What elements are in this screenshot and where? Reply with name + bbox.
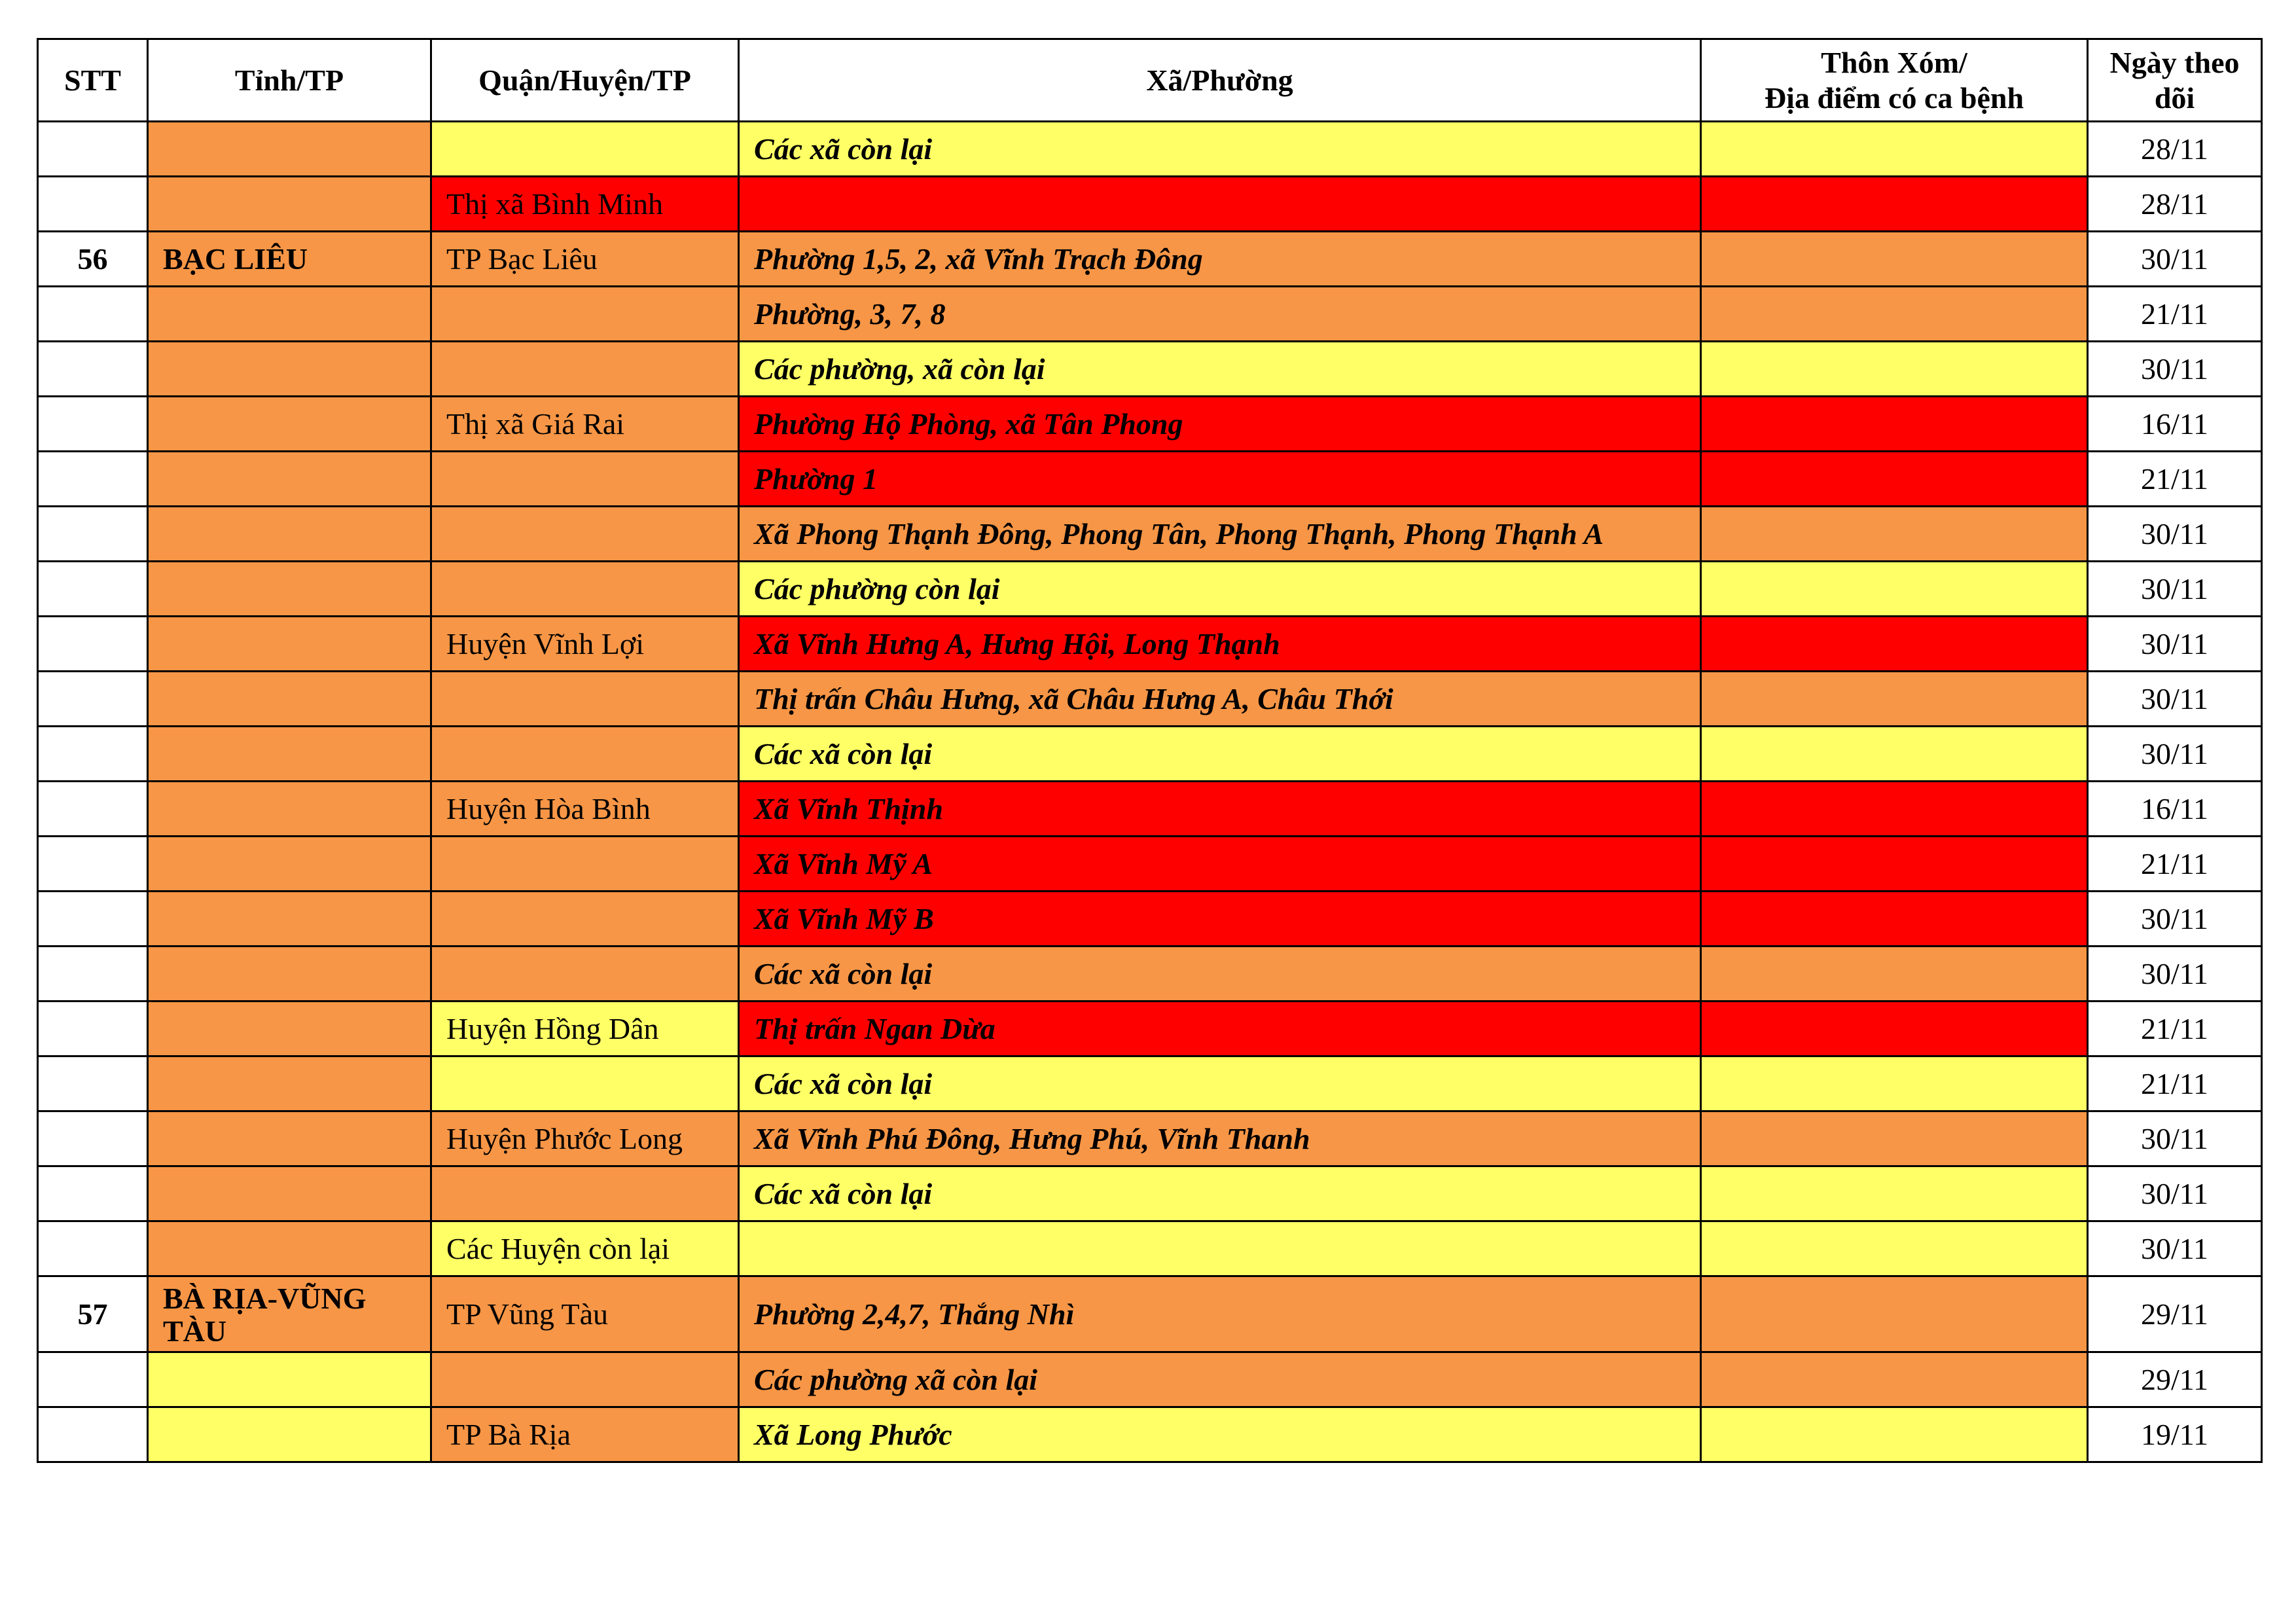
cell-village [1701,122,2088,177]
cell-province [148,672,431,727]
header-row [38,39,2262,122]
table-row [38,1276,2262,1352]
table-body [38,122,2262,1462]
cell-stt [38,1166,148,1221]
header-province: Tỉnh/TP [148,39,431,122]
cell-village [1701,177,2088,232]
cell-village [1701,617,2088,672]
cell-province [148,1166,431,1221]
cell-ward: Các xã còn lại [739,1166,1701,1221]
cell-village [1701,287,2088,342]
cell-ward: Các phường còn lại [739,562,1701,617]
cell-district [431,1056,739,1111]
cell-stt: 56 [38,232,148,287]
cell-province [148,617,431,672]
cell-district: Huyện Hòa Bình [431,782,739,837]
cell-date: 29/11 [2088,1276,2262,1352]
cell-ward: Xã Vĩnh Mỹ B [739,892,1701,947]
cell-province: BÀ RỊA-VŨNG TÀU [148,1276,431,1352]
table-row [38,1221,2262,1276]
cell-district [431,287,739,342]
cell-date: 21/11 [2088,287,2262,342]
cell-date: 30/11 [2088,892,2262,947]
cell-stt [38,287,148,342]
cell-ward: Các xã còn lại [739,122,1701,177]
cell-district [431,342,739,397]
cell-province: BẠC LIÊU [148,232,431,287]
cell-village [1701,947,2088,1001]
cell-province [148,1001,431,1056]
header-date [2088,39,2262,122]
table-row [38,837,2262,892]
cell-province [148,1352,431,1407]
table-row [38,177,2262,232]
cell-province [148,782,431,837]
cell-district [431,892,739,947]
cell-ward [739,177,1701,232]
cell-ward: Phường 2,4,7, Thắng Nhì [739,1276,1701,1352]
cell-province [148,122,431,177]
cell-district [431,122,739,177]
table-row [38,1407,2262,1462]
cell-district [431,452,739,507]
cell-date: 28/11 [2088,122,2262,177]
cell-stt [38,342,148,397]
header-stt: STT [38,39,148,122]
cell-date: 30/11 [2088,1221,2262,1276]
cell-province [148,507,431,562]
cell-stt [38,892,148,947]
cell-ward: Xã Long Phước [739,1407,1701,1462]
table-row [38,342,2262,397]
table-row [38,562,2262,617]
cell-village [1701,232,2088,287]
cell-date: 30/11 [2088,507,2262,562]
cell-stt [38,397,148,452]
table-row [38,1111,2262,1166]
cell-date: 30/11 [2088,727,2262,782]
cell-stt [38,122,148,177]
cell-village [1701,507,2088,562]
cell-stt [38,782,148,837]
cell-stt [38,452,148,507]
cell-ward: Xã Vĩnh Phú Đông, Hưng Phú, Vĩnh Thanh [739,1111,1701,1166]
cell-province [148,452,431,507]
cell-stt [38,1221,148,1276]
cell-district [431,727,739,782]
cell-village [1701,1111,2088,1166]
table-row [38,892,2262,947]
cell-district: Các Huyện còn lại [431,1221,739,1276]
cell-district: Huyện Phước Long [431,1111,739,1166]
cell-ward: Xã Vĩnh Hưng A, Hưng Hội, Long Thạnh [739,617,1701,672]
cell-district [431,837,739,892]
cell-district [431,507,739,562]
covid-zone-table [37,38,2263,1463]
cell-district [431,562,739,617]
cell-stt [38,727,148,782]
header-district: Quận/Huyện/TP [431,39,739,122]
cell-stt [38,617,148,672]
cell-ward: Các phường xã còn lại [739,1352,1701,1407]
cell-date: 30/11 [2088,1166,2262,1221]
cell-district: TP Vũng Tàu [431,1276,739,1352]
cell-stt [38,1407,148,1462]
table-row [38,507,2262,562]
cell-ward: Phường 1,5, 2, xã Vĩnh Trạch Đông [739,232,1701,287]
cell-district [431,1352,739,1407]
cell-district: Thị xã Giá Rai [431,397,739,452]
table-row [38,947,2262,1001]
cell-date: 21/11 [2088,1001,2262,1056]
cell-district: Huyện Hồng Dân [431,1001,739,1056]
cell-stt [38,1056,148,1111]
cell-village [1701,562,2088,617]
cell-stt [38,507,148,562]
cell-province [148,177,431,232]
cell-date: 16/11 [2088,782,2262,837]
cell-province [148,342,431,397]
cell-village [1701,1001,2088,1056]
cell-ward: Phường Hộ Phòng, xã Tân Phong [739,397,1701,452]
cell-date: 30/11 [2088,342,2262,397]
table-row [38,1352,2262,1407]
header-date-line1: Ngày theo [2109,45,2240,79]
table-row [38,617,2262,672]
cell-village [1701,1221,2088,1276]
table-row [38,1001,2262,1056]
cell-district: Huyện Vĩnh Lợi [431,617,739,672]
table-row [38,232,2262,287]
cell-village [1701,1352,2088,1407]
cell-province [148,397,431,452]
header-date-line2: dõi [2154,81,2195,115]
cell-province [148,727,431,782]
cell-ward [739,1221,1701,1276]
cell-ward: Các xã còn lại [739,727,1701,782]
header-village-line1: Thôn Xóm/ [1821,45,1967,79]
cell-province [148,1407,431,1462]
cell-province [148,837,431,892]
cell-province [148,287,431,342]
table-row [38,782,2262,837]
cell-district [431,1166,739,1221]
cell-ward: Các xã còn lại [739,1056,1701,1111]
cell-ward: Thị trấn Châu Hưng, xã Châu Hưng A, Châu Thới [739,672,1701,727]
cell-ward: Xã Phong Thạnh Đông, Phong Tân, Phong Thạnh, Phong Thạnh A [739,507,1701,562]
cell-stt: 57 [38,1276,148,1352]
table-row [38,122,2262,177]
cell-date: 19/11 [2088,1407,2262,1462]
header-village-line2: Địa điểm có ca bệnh [1764,81,2024,115]
cell-district: TP Bạc Liêu [431,232,739,287]
cell-stt [38,947,148,1001]
cell-ward: Phường, 3, 7, 8 [739,287,1701,342]
cell-ward: Xã Vĩnh Thịnh [739,782,1701,837]
table-row [38,452,2262,507]
cell-stt [38,1352,148,1407]
cell-stt [38,672,148,727]
cell-village [1701,672,2088,727]
cell-ward: Các xã còn lại [739,947,1701,1001]
cell-date: 30/11 [2088,232,2262,287]
cell-village [1701,727,2088,782]
cell-district [431,672,739,727]
cell-date: 30/11 [2088,1111,2262,1166]
cell-date: 30/11 [2088,617,2262,672]
cell-stt [38,562,148,617]
table-row [38,1166,2262,1221]
cell-date: 30/11 [2088,947,2262,1001]
cell-date: 29/11 [2088,1352,2262,1407]
cell-ward: Thị trấn Ngan Dừa [739,1001,1701,1056]
cell-stt [38,177,148,232]
cell-stt [38,1111,148,1166]
cell-village [1701,782,2088,837]
cell-ward: Các phường, xã còn lại [739,342,1701,397]
cell-district [431,947,739,1001]
cell-ward: Phường 1 [739,452,1701,507]
cell-village [1701,397,2088,452]
cell-province [148,1221,431,1276]
cell-province [148,1056,431,1111]
cell-date: 21/11 [2088,452,2262,507]
cell-stt [38,1001,148,1056]
cell-date: 21/11 [2088,1056,2262,1111]
cell-province [148,562,431,617]
cell-village [1701,892,2088,947]
table-row [38,1056,2262,1111]
cell-village [1701,1276,2088,1352]
cell-village [1701,837,2088,892]
cell-village [1701,1056,2088,1111]
cell-date: 16/11 [2088,397,2262,452]
cell-date: 30/11 [2088,672,2262,727]
cell-village [1701,342,2088,397]
table-row [38,397,2262,452]
cell-province [148,892,431,947]
table-row [38,727,2262,782]
cell-district: Thị xã Bình Minh [431,177,739,232]
cell-district: TP Bà Rịa [431,1407,739,1462]
header-ward: Xã/Phường [739,39,1701,122]
cell-province [148,947,431,1001]
cell-village [1701,1407,2088,1462]
header-village [1701,39,2088,122]
cell-village [1701,452,2088,507]
cell-province [148,1111,431,1166]
cell-stt [38,837,148,892]
table-row [38,287,2262,342]
cell-ward: Xã Vĩnh Mỹ A [739,837,1701,892]
cell-date: 28/11 [2088,177,2262,232]
cell-village [1701,1166,2088,1221]
cell-date: 21/11 [2088,837,2262,892]
cell-date: 30/11 [2088,562,2262,617]
table-row [38,672,2262,727]
